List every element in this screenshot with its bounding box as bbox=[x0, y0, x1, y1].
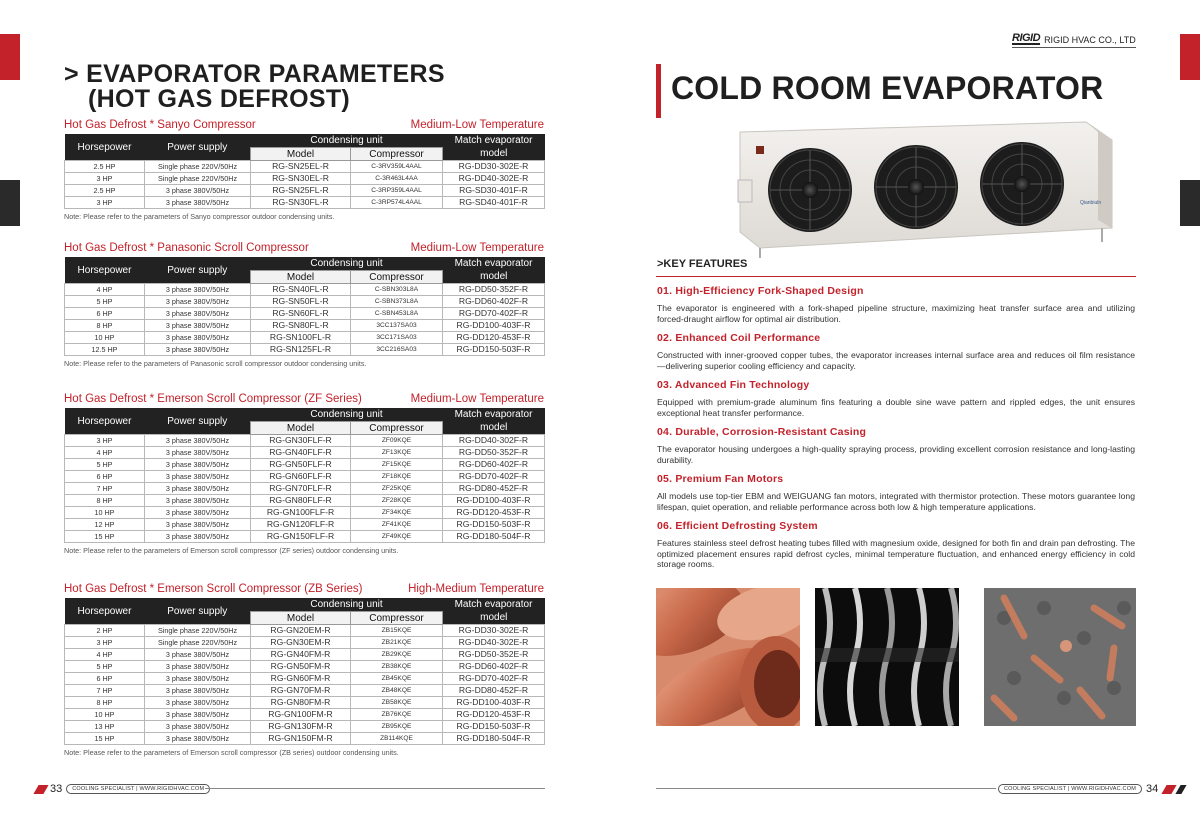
section-header bbox=[64, 392, 544, 407]
cell-compressor: ZF28KQE bbox=[351, 495, 443, 507]
cell-compressor: ZF13KQE bbox=[351, 447, 443, 459]
cell-model: RG-GN40FM-R bbox=[251, 649, 351, 661]
parameter-section bbox=[64, 241, 544, 368]
header-match-line-2: model bbox=[443, 148, 545, 161]
cell-match-evaporator: RG-DD150-503F-R bbox=[443, 344, 545, 356]
cell-power-supply: 3 phase 380V/50Hz bbox=[145, 697, 251, 709]
cell-power-supply: 3 phase 380V/50Hz bbox=[145, 197, 251, 209]
header-power-supply: Power supply bbox=[145, 408, 251, 435]
cell-compressor: 3CC171SA03 bbox=[351, 332, 443, 344]
section-title: COLD ROOM EVAPORATOR bbox=[656, 64, 1103, 118]
key-features-heading: >KEY FEATURES bbox=[657, 258, 748, 270]
cell-model: RG-GN80FLF-R bbox=[251, 495, 351, 507]
cell-horsepower: 10 HP bbox=[65, 507, 145, 519]
left-footer-rule bbox=[205, 788, 545, 789]
cell-horsepower: 8 HP bbox=[65, 495, 145, 507]
left-edge-accent-dark bbox=[0, 180, 20, 226]
cell-match-evaporator: RG-DD120-453F-R bbox=[443, 332, 545, 344]
right-edge-accent-red bbox=[1180, 34, 1200, 80]
cell-horsepower: 2 HP bbox=[65, 625, 145, 637]
cell-match-evaporator: RG-DD150-503F-R bbox=[443, 519, 545, 531]
header-compressor: Compressor bbox=[351, 271, 443, 284]
cell-model: RG-SN25FL-R bbox=[251, 185, 351, 197]
defrost-tubes-photo bbox=[984, 588, 1136, 726]
cell-power-supply: 3 phase 380V/50Hz bbox=[145, 459, 251, 471]
section-header bbox=[64, 582, 544, 597]
table-row bbox=[65, 519, 545, 531]
brand-logo: RIGID bbox=[1012, 32, 1041, 44]
feature-title: 03. Advanced Fin Technology bbox=[657, 379, 810, 391]
section-header bbox=[64, 241, 544, 256]
header-match-line-2: model bbox=[443, 422, 545, 435]
cell-horsepower: 15 HP bbox=[65, 531, 145, 543]
table-row bbox=[65, 161, 545, 173]
aluminum-fins-photo bbox=[815, 588, 959, 726]
table-note: Note: Please refer to the parameters of Emerson scroll compressor (ZB series) outdoor condensing units. bbox=[64, 748, 399, 757]
table-note: Note: Please refer to the parameters of Panasonic scroll compressor outdoor condensing units. bbox=[64, 359, 367, 368]
cell-match-evaporator: RG-DD30-302E-R bbox=[443, 161, 545, 173]
table-row bbox=[65, 685, 545, 697]
fan-3-icon bbox=[980, 142, 1064, 226]
cell-power-supply: 3 phase 380V/50Hz bbox=[145, 344, 251, 356]
cell-compressor: ZF15KQE bbox=[351, 459, 443, 471]
header-power-supply: Power supply bbox=[145, 598, 251, 625]
footer-website-pill-left: COOLING SPECIALIST | WWW.RIGIDHVAC.COM bbox=[66, 784, 210, 794]
cell-model: RG-GN150FLF-R bbox=[251, 531, 351, 543]
cell-power-supply: 3 phase 380V/50Hz bbox=[145, 685, 251, 697]
section-title: Hot Gas Defrost * Emerson Scroll Compressor (ZF Series) bbox=[64, 393, 362, 405]
table-row bbox=[65, 637, 545, 649]
cell-horsepower: 4 HP bbox=[65, 447, 145, 459]
cell-model: RG-GN70FM-R bbox=[251, 685, 351, 697]
cell-horsepower: 7 HP bbox=[65, 685, 145, 697]
page-number-right: 34 bbox=[1145, 783, 1159, 795]
cell-model: RG-SN30FL-R bbox=[251, 197, 351, 209]
table-row bbox=[65, 332, 545, 344]
table-row bbox=[65, 721, 545, 733]
cell-compressor: ZF34KQE bbox=[351, 507, 443, 519]
table-row bbox=[65, 447, 545, 459]
parameter-table bbox=[64, 598, 545, 745]
cell-power-supply: 3 phase 380V/50Hz bbox=[145, 308, 251, 320]
cell-model: RG-GN100FLF-R bbox=[251, 507, 351, 519]
feature-title: 04. Durable, Corrosion-Resistant Casing bbox=[657, 426, 867, 438]
header-horsepower: Horsepower bbox=[65, 257, 145, 284]
header-match-line-2: model bbox=[443, 271, 545, 284]
table-row bbox=[65, 649, 545, 661]
table-row bbox=[65, 459, 545, 471]
cell-power-supply: 3 phase 380V/50Hz bbox=[145, 471, 251, 483]
temperature-range: Medium-Low Temperature bbox=[410, 119, 544, 131]
unit-brand-label: Qianbiuln bbox=[1080, 200, 1102, 206]
table-row bbox=[65, 531, 545, 543]
cell-power-supply: 3 phase 380V/50Hz bbox=[145, 709, 251, 721]
parameter-table bbox=[64, 408, 545, 543]
brand-header bbox=[1012, 34, 1136, 45]
cell-match-evaporator: RG-DD180-504F-R bbox=[443, 531, 545, 543]
header-compressor: Compressor bbox=[351, 612, 443, 625]
parameter-table bbox=[64, 134, 545, 209]
cell-model: RG-SN30EL-R bbox=[251, 173, 351, 185]
feature-title: 02. Enhanced Coil Performance bbox=[657, 332, 821, 344]
header-horsepower: Horsepower bbox=[65, 598, 145, 625]
cell-horsepower: 6 HP bbox=[65, 673, 145, 685]
cell-model: RG-GN50FLF-R bbox=[251, 459, 351, 471]
cell-model: RG-SN40FL-R bbox=[251, 284, 351, 296]
cell-compressor: C-3RV359L4AAL bbox=[351, 161, 443, 173]
section-header bbox=[64, 118, 544, 133]
cell-compressor: ZF49KQE bbox=[351, 531, 443, 543]
cell-horsepower: 3 HP bbox=[65, 197, 145, 209]
feature-description: The evaporator is engineered with a fork-shaped pipeline structure, maximizing heat transfer surface area and utilizing forced-draught airflow for optimal air distribution. bbox=[657, 303, 1135, 324]
cell-model: RG-GN40FLF-R bbox=[251, 447, 351, 459]
cell-match-evaporator: RG-DD70-402F-R bbox=[443, 471, 545, 483]
cell-power-supply: 3 phase 380V/50Hz bbox=[145, 320, 251, 332]
cell-horsepower: 13 HP bbox=[65, 721, 145, 733]
header-compressor: Compressor bbox=[351, 148, 443, 161]
cell-match-evaporator: RG-DD120-453F-R bbox=[443, 507, 545, 519]
cell-compressor: ZB95KQE bbox=[351, 721, 443, 733]
table-row bbox=[65, 673, 545, 685]
cell-match-evaporator: RG-DD70-402F-R bbox=[443, 308, 545, 320]
cell-power-supply: 3 phase 380V/50Hz bbox=[145, 661, 251, 673]
cell-horsepower: 5 HP bbox=[65, 459, 145, 471]
cell-horsepower: 4 HP bbox=[65, 284, 145, 296]
cell-compressor: ZB76KQE bbox=[351, 709, 443, 721]
cell-horsepower: 5 HP bbox=[65, 661, 145, 673]
cell-compressor: ZB21KQE bbox=[351, 637, 443, 649]
parameter-table bbox=[64, 257, 545, 356]
cell-horsepower: 6 HP bbox=[65, 308, 145, 320]
cell-horsepower: 8 HP bbox=[65, 320, 145, 332]
cell-power-supply: 3 phase 380V/50Hz bbox=[145, 507, 251, 519]
header-condensing-unit: Condensing unit bbox=[251, 257, 443, 271]
header-condensing-unit: Condensing unit bbox=[251, 408, 443, 422]
cell-power-supply: 3 phase 380V/50Hz bbox=[145, 284, 251, 296]
table-row bbox=[65, 625, 545, 637]
cell-model: RG-GN60FLF-R bbox=[251, 471, 351, 483]
cell-compressor: ZB45KQE bbox=[351, 673, 443, 685]
cell-horsepower: 8 HP bbox=[65, 697, 145, 709]
cell-match-evaporator: RG-SD30-401F-R bbox=[443, 185, 545, 197]
header-horsepower: Horsepower bbox=[65, 408, 145, 435]
cell-power-supply: 3 phase 380V/50Hz bbox=[145, 649, 251, 661]
header-match-line-2: model bbox=[443, 612, 545, 625]
fan-2-icon bbox=[874, 145, 958, 229]
table-row bbox=[65, 197, 545, 209]
cell-match-evaporator: RG-DD60-402F-R bbox=[443, 296, 545, 308]
cell-model: RG-SN50FL-R bbox=[251, 296, 351, 308]
cell-compressor: ZB48KQE bbox=[351, 685, 443, 697]
cell-compressor: 3CC137SA03 bbox=[351, 320, 443, 332]
footer-website-pill-right: COOLING SPECIALIST | WWW.RIGIDHVAC.COM bbox=[998, 784, 1142, 794]
cell-match-evaporator: RG-DD50-352F-R bbox=[443, 447, 545, 459]
table-row bbox=[65, 507, 545, 519]
cell-power-supply: Single phase 220V/50Hz bbox=[145, 625, 251, 637]
cell-horsepower: 3 HP bbox=[65, 173, 145, 185]
header-match-line-1: Match evaporator bbox=[443, 257, 545, 271]
fan-1-icon bbox=[768, 148, 852, 232]
table-row bbox=[65, 344, 545, 356]
temperature-range: Medium-Low Temperature bbox=[410, 242, 544, 254]
header-model: Model bbox=[251, 148, 351, 161]
feature-description: All models use top-tier EBM and WEIGUANG fan motors, integrated with thermistor protection. These motors guarantee long lifespan, quiet operation, and reliable performance across both low & high temperature applications. bbox=[657, 491, 1135, 512]
cell-model: RG-GN130FM-R bbox=[251, 721, 351, 733]
header-model: Model bbox=[251, 422, 351, 435]
right-footer bbox=[998, 783, 1184, 795]
header-compressor: Compressor bbox=[351, 422, 443, 435]
table-note: Note: Please refer to the parameters of Sanyo compressor outdoor condensing units. bbox=[64, 212, 335, 221]
table-row bbox=[65, 733, 545, 745]
cell-horsepower: 7 HP bbox=[65, 483, 145, 495]
table-row bbox=[65, 185, 545, 197]
header-condensing-unit: Condensing unit bbox=[251, 134, 443, 148]
cell-horsepower: 5 HP bbox=[65, 296, 145, 308]
parameter-section bbox=[64, 392, 544, 555]
cell-compressor: ZF41KQE bbox=[351, 519, 443, 531]
cell-compressor: C-SBN373L8A bbox=[351, 296, 443, 308]
header-condensing-unit: Condensing unit bbox=[251, 598, 443, 612]
cell-power-supply: 3 phase 380V/50Hz bbox=[145, 721, 251, 733]
cell-model: RG-SN80FL-R bbox=[251, 320, 351, 332]
cell-compressor: C-SBN303L8A bbox=[351, 284, 443, 296]
brand-name: RIGID HVAC CO., LTD bbox=[1044, 34, 1136, 45]
cell-model: RG-GN20EM-R bbox=[251, 625, 351, 637]
cell-power-supply: 3 phase 380V/50Hz bbox=[145, 296, 251, 308]
cell-match-evaporator: RG-DD60-402F-R bbox=[443, 459, 545, 471]
parameter-section bbox=[64, 582, 544, 757]
cell-match-evaporator: RG-DD50-352F-R bbox=[443, 284, 545, 296]
table-row bbox=[65, 495, 545, 507]
cell-model: RG-GN50FM-R bbox=[251, 661, 351, 673]
cell-model: RG-GN120FLF-R bbox=[251, 519, 351, 531]
cell-match-evaporator: RG-DD100-403F-R bbox=[443, 495, 545, 507]
cell-match-evaporator: RG-DD60-402F-R bbox=[443, 661, 545, 673]
header-horsepower: Horsepower bbox=[65, 134, 145, 161]
cell-compressor: ZB15KQE bbox=[351, 625, 443, 637]
cell-match-evaporator: RG-DD80-452F-R bbox=[443, 483, 545, 495]
cell-match-evaporator: RG-DD180-504F-R bbox=[443, 733, 545, 745]
cell-power-supply: 3 phase 380V/50Hz bbox=[145, 495, 251, 507]
cell-compressor: ZB114KQE bbox=[351, 733, 443, 745]
cell-match-evaporator: RG-DD80-452F-R bbox=[443, 685, 545, 697]
table-row bbox=[65, 709, 545, 721]
cell-compressor: ZF25KQE bbox=[351, 483, 443, 495]
cell-model: RG-SN25EL-R bbox=[251, 161, 351, 173]
cell-compressor: C-3RP359L4AAL bbox=[351, 185, 443, 197]
cell-model: RG-GN60FM-R bbox=[251, 673, 351, 685]
feature-description: Features stainless steel defrost heating tubes filled with magnesium oxide, designed for both fin and drain pan defrosting. The optimized placement ensures rapid defrost cycles, minimal temperature fluctuation, and enhanced energy efficiency in cold storage rooms. bbox=[657, 538, 1135, 569]
cell-compressor: C-3R463L4AA bbox=[351, 173, 443, 185]
cell-power-supply: 3 phase 380V/50Hz bbox=[145, 447, 251, 459]
section-title: Hot Gas Defrost * Emerson Scroll Compressor (ZB Series) bbox=[64, 583, 363, 595]
cell-power-supply: 3 phase 380V/50Hz bbox=[145, 185, 251, 197]
cell-power-supply: 3 phase 380V/50Hz bbox=[145, 531, 251, 543]
table-row bbox=[65, 173, 545, 185]
right-footer-rule bbox=[656, 788, 996, 789]
cell-horsepower: 3 HP bbox=[65, 637, 145, 649]
cell-match-evaporator: RG-DD100-403F-R bbox=[443, 697, 545, 709]
left-footer bbox=[36, 783, 210, 795]
temperature-range: High-Medium Temperature bbox=[408, 583, 544, 595]
features-list bbox=[657, 284, 1135, 577]
cell-horsepower: 10 HP bbox=[65, 332, 145, 344]
evaporator-unit-image bbox=[730, 120, 1142, 260]
header-model: Model bbox=[251, 271, 351, 284]
cell-power-supply: 3 phase 380V/50Hz bbox=[145, 435, 251, 447]
temperature-range: Medium-Low Temperature bbox=[410, 393, 544, 405]
cell-match-evaporator: RG-DD150-503F-R bbox=[443, 721, 545, 733]
cell-match-evaporator: RG-SD40-401F-R bbox=[443, 197, 545, 209]
copper-tubes-photo bbox=[656, 588, 800, 726]
cell-power-supply: 3 phase 380V/50Hz bbox=[145, 483, 251, 495]
cell-compressor: ZF18KQE bbox=[351, 471, 443, 483]
brand-rule bbox=[1012, 47, 1136, 48]
cell-power-supply: 3 phase 380V/50Hz bbox=[145, 519, 251, 531]
title-line-1: > EVAPORATOR PARAMETERS bbox=[64, 60, 445, 88]
cell-model: RG-GN30EM-R bbox=[251, 637, 351, 649]
header-match-line-1: Match evaporator bbox=[443, 134, 545, 148]
table-row bbox=[65, 697, 545, 709]
feature-description: The evaporator housing undergoes a high-quality spraying process, providing excellent corrosion resistance and long-lasting durability. bbox=[657, 444, 1135, 465]
cell-model: RG-SN125FL-R bbox=[251, 344, 351, 356]
cell-horsepower: 10 HP bbox=[65, 709, 145, 721]
header-power-supply: Power supply bbox=[145, 134, 251, 161]
table-row bbox=[65, 471, 545, 483]
table-row bbox=[65, 296, 545, 308]
left-footer-slash-icon bbox=[33, 785, 48, 794]
cell-compressor: 3CC216SA03 bbox=[351, 344, 443, 356]
cell-power-supply: 3 phase 380V/50Hz bbox=[145, 332, 251, 344]
cell-compressor: ZB38KQE bbox=[351, 661, 443, 673]
feature-title: 05. Premium Fan Motors bbox=[657, 473, 784, 485]
cell-power-supply: 3 phase 380V/50Hz bbox=[145, 733, 251, 745]
left-edge-accent-red bbox=[0, 34, 20, 80]
table-row bbox=[65, 320, 545, 332]
page-title bbox=[64, 62, 584, 112]
header-match-line-1: Match evaporator bbox=[443, 598, 545, 612]
cell-horsepower: 2.5 HP bbox=[65, 185, 145, 197]
cell-model: RG-GN100FM-R bbox=[251, 709, 351, 721]
key-features-rule bbox=[656, 276, 1136, 277]
cell-horsepower: 2.5 HP bbox=[65, 161, 145, 173]
page-number-left: 33 bbox=[50, 783, 63, 795]
cell-match-evaporator: RG-DD40-302E-R bbox=[443, 637, 545, 649]
cell-model: RG-GN70FLF-R bbox=[251, 483, 351, 495]
cell-compressor: ZF09KQE bbox=[351, 435, 443, 447]
cell-match-evaporator: RG-DD40-302E-R bbox=[443, 173, 545, 185]
cell-compressor: ZB29KQE bbox=[351, 649, 443, 661]
cell-horsepower: 3 HP bbox=[65, 435, 145, 447]
cell-match-evaporator: RG-DD120-453F-R bbox=[443, 709, 545, 721]
right-edge-accent-dark bbox=[1180, 180, 1200, 226]
cell-match-evaporator: RG-DD40-302F-R bbox=[443, 435, 545, 447]
cell-horsepower: 15 HP bbox=[65, 733, 145, 745]
table-row bbox=[65, 435, 545, 447]
feature-title: 06. Efficient Defrosting System bbox=[657, 520, 818, 532]
cell-power-supply: Single phase 220V/50Hz bbox=[145, 161, 251, 173]
parameter-section bbox=[64, 118, 544, 221]
header-power-supply: Power supply bbox=[145, 257, 251, 284]
cell-model: RG-GN30FLF-R bbox=[251, 435, 351, 447]
table-row bbox=[65, 308, 545, 320]
table-row bbox=[65, 661, 545, 673]
cell-match-evaporator: RG-DD50-352E-R bbox=[443, 649, 545, 661]
table-row bbox=[65, 483, 545, 495]
cell-match-evaporator: RG-DD100-403F-R bbox=[443, 320, 545, 332]
cell-power-supply: Single phase 220V/50Hz bbox=[145, 173, 251, 185]
feature-description: Constructed with inner-grooved copper tubes, the evaporator increases internal surface area and reduces oil film resistance—delivering superior cooling efficiency and capacity. bbox=[657, 350, 1135, 371]
cell-match-evaporator: RG-DD30-302E-R bbox=[443, 625, 545, 637]
cell-horsepower: 4 HP bbox=[65, 649, 145, 661]
cell-power-supply: 3 phase 380V/50Hz bbox=[145, 673, 251, 685]
cell-model: RG-SN100FL-R bbox=[251, 332, 351, 344]
header-model: Model bbox=[251, 612, 351, 625]
table-row bbox=[65, 284, 545, 296]
right-footer-slash-icon bbox=[1162, 785, 1177, 794]
cell-model: RG-SN60FL-R bbox=[251, 308, 351, 320]
header-match-line-1: Match evaporator bbox=[443, 408, 545, 422]
title-line-2: (HOT GAS DEFROST) bbox=[88, 85, 351, 113]
cell-horsepower: 12.5 HP bbox=[65, 344, 145, 356]
cell-compressor: C-3RP574L4AAL bbox=[351, 197, 443, 209]
cell-power-supply: Single phase 220V/50Hz bbox=[145, 637, 251, 649]
feature-title: 01. High-Efficiency Fork-Shaped Design bbox=[657, 285, 864, 297]
section-title: Hot Gas Defrost * Panasonic Scroll Compressor bbox=[64, 242, 309, 254]
section-title: Hot Gas Defrost * Sanyo Compressor bbox=[64, 119, 256, 131]
cell-horsepower: 6 HP bbox=[65, 471, 145, 483]
cell-compressor: ZB58KQE bbox=[351, 697, 443, 709]
feature-description: Equipped with premium-grade aluminum fins featuring a double sine wave pattern and rippled edges, the unit ensures exceptional heat transfer performance. bbox=[657, 397, 1135, 418]
cell-match-evaporator: RG-DD70-402F-R bbox=[443, 673, 545, 685]
cell-model: RG-GN150FM-R bbox=[251, 733, 351, 745]
right-footer-slash-icon-2 bbox=[1176, 785, 1187, 794]
cell-compressor: C-SBN453L8A bbox=[351, 308, 443, 320]
table-note: Note: Please refer to the parameters of Emerson scroll compressor (ZF series) outdoor condensing units. bbox=[64, 546, 399, 555]
cell-horsepower: 12 HP bbox=[65, 519, 145, 531]
cell-model: RG-GN80FM-R bbox=[251, 697, 351, 709]
